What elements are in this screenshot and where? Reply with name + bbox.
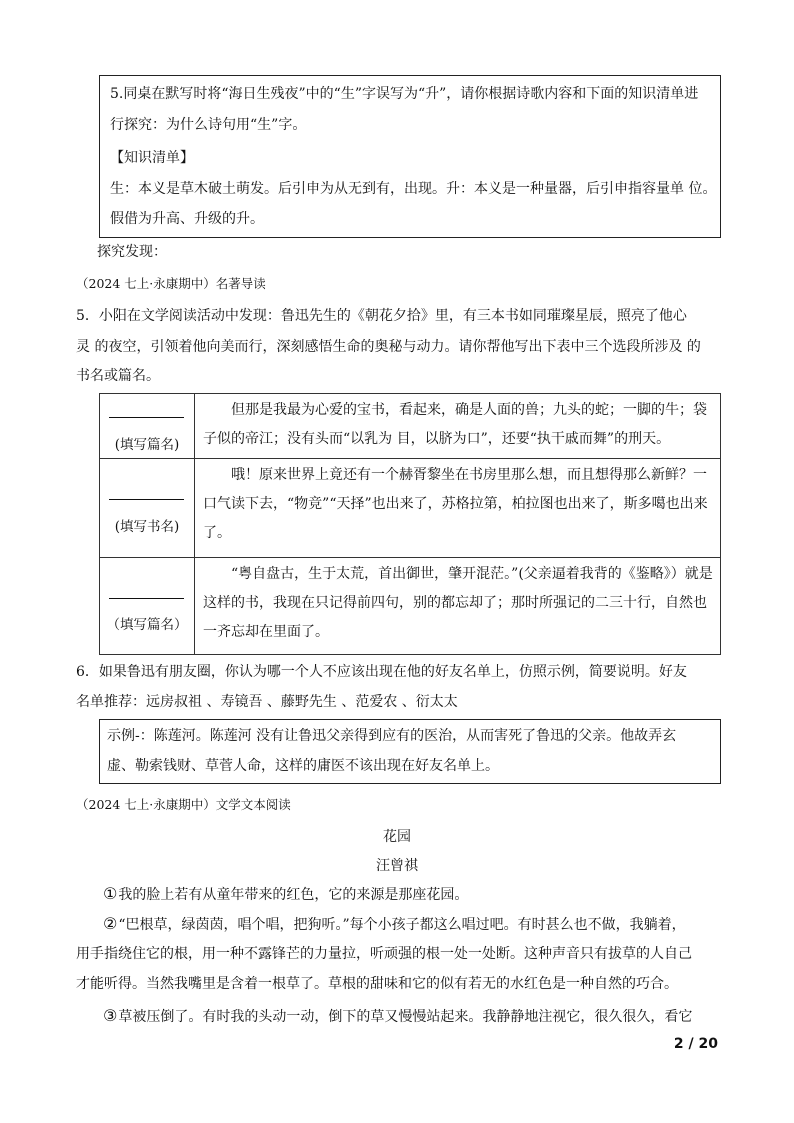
- q5box-line1: 5.同桌在默写时将“海日生残夜”中的“生”字误写为“升”，请你根据诗歌内容和下面的知识清单进: [110, 86, 699, 102]
- answer-cell[interactable]: [100, 558, 195, 655]
- answer-blank[interactable]: [109, 417, 184, 418]
- answer-label: （填写篇名）: [106, 617, 188, 633]
- q5box-line3: 生：本义是草木破土萌发。后引申为从无到有，出现。升：本义是一种量器，后引申指容量单 位。: [110, 181, 717, 197]
- q6-friend-list: 名单推荐：远房叔祖 、寿镜吾 、藤野先生 、范爱农 、衍太太: [76, 694, 458, 710]
- excerpt-text-content: 但那是我最为心爱的宝书，看起来，确是人面的兽；九头的蛇；一脚的牛；袋子似的帝江；没有头而“以乳为 目，以脐为口”，还要“执干戚而舞”的刑天。: [203, 402, 707, 447]
- table-row: [100, 459, 721, 558]
- article-author: 汪曾祺: [376, 858, 418, 874]
- explore-label: 探究发现：: [97, 244, 167, 260]
- book-excerpt-table: [99, 393, 721, 655]
- q6-line1: 6．如果鲁迅有朋友圈，你认为哪一个人不应该出现在他的好友名单上，仿照示例，简要说明。好友: [76, 664, 687, 680]
- answer-label: (填写篇名): [114, 437, 180, 453]
- table-row: [100, 558, 721, 655]
- knowledge-list-heading: 【知识清单】: [110, 150, 194, 166]
- q5box-line2: 行探究：为什么诗句用“生”字。: [110, 117, 307, 133]
- q5-line1: 5．小阳在文学阅读活动中发现：鲁迅先生的《朝花夕拾》里，有三本书如同璀璨星辰，照亮了他心: [76, 308, 687, 324]
- page-number: 2 / 20: [673, 1036, 718, 1052]
- section-heading-literary-reading: （2024 七上·永康期中）文学文本阅读: [76, 797, 291, 812]
- answer-blank[interactable]: [109, 499, 184, 500]
- paragraph-number: ①: [103, 884, 118, 903]
- paragraph-number: ②: [103, 914, 118, 933]
- paragraph-2-line2: 用手指绕住它的根，用一种不露锋芒的力量拉，听顽强的根一处一处断。这种声音只有拔草的人自己: [76, 946, 692, 962]
- q6-example-line1: 示例-：陈莲河。陈莲河 没有让鲁迅父亲得到应有的医治，从而害死了鲁迅的父亲。他故弄玄: [107, 728, 677, 744]
- q5box-line4: 假借为升高、升级的升。: [110, 211, 264, 227]
- answer-cell[interactable]: [100, 394, 195, 459]
- table-row: [100, 394, 721, 459]
- excerpt-text-content: 哦！原来世界上竟还有一个赫胥黎坐在书房里那么想，而且想得那么新鲜？一口气读下去，“物竞”“天择”也出来了，苏格拉第，柏拉图也出来了，斯多噶也出来了。: [203, 467, 708, 541]
- article-title: 花园: [383, 829, 411, 845]
- paragraph-number: ③: [103, 1006, 118, 1025]
- paragraph-text: “巴根草，绿茵茵，唱个唱，把狗听。”每个小孩子都这么唱过吧。有时甚么也不做，我躺着，: [118, 917, 686, 933]
- q5-line2: 灵 的夜空，引领着他向美而行，深刻感悟生命的奥秘与动力。请你帮他写出下表中三个选段所涉及 的: [76, 339, 701, 355]
- answer-label: (填写书名): [114, 519, 180, 535]
- answer-blank[interactable]: [109, 598, 184, 599]
- paragraph-2-line3: 才能听得。当然我嘴里是含着一根草了。草根的甜味和它的似有若无的水红色是一种自然的巧合。: [76, 976, 678, 992]
- excerpt-text: [195, 394, 721, 459]
- paragraph-1: [103, 885, 468, 905]
- excerpt-text: [195, 459, 721, 558]
- q6-example-line2: 虚、勒索钱财、草菅人命，这样的庸医不该出现在好友名单上。: [107, 758, 499, 774]
- section-heading-famous-books: （2024 七上·永康期中）名著导读: [76, 276, 266, 291]
- q5-line3: 书名或篇名。: [76, 368, 160, 384]
- paragraph-3-line1: [103, 1007, 692, 1027]
- excerpt-text: [195, 558, 721, 655]
- excerpt-text-content: “粤自盘古，生于太荒，首出御世，肇开混茫。”(父亲逼着我背的《鉴略》）就是这样的书，我现在只记得前四句，别的都忘却了；那时所强记的二三十行，自然也一齐忘却在里面了。: [203, 566, 713, 640]
- paragraph-2-line1: [103, 915, 686, 935]
- paragraph-text: 草被压倒了。有时我的头动一动，倒下的草又慢慢站起来。我静静地注视它，很久很久，看它: [118, 1009, 693, 1025]
- paragraph-text: 我的脸上若有从童年带来的红色，它的来源是那座花园。: [118, 887, 469, 903]
- answer-cell[interactable]: [100, 459, 195, 558]
